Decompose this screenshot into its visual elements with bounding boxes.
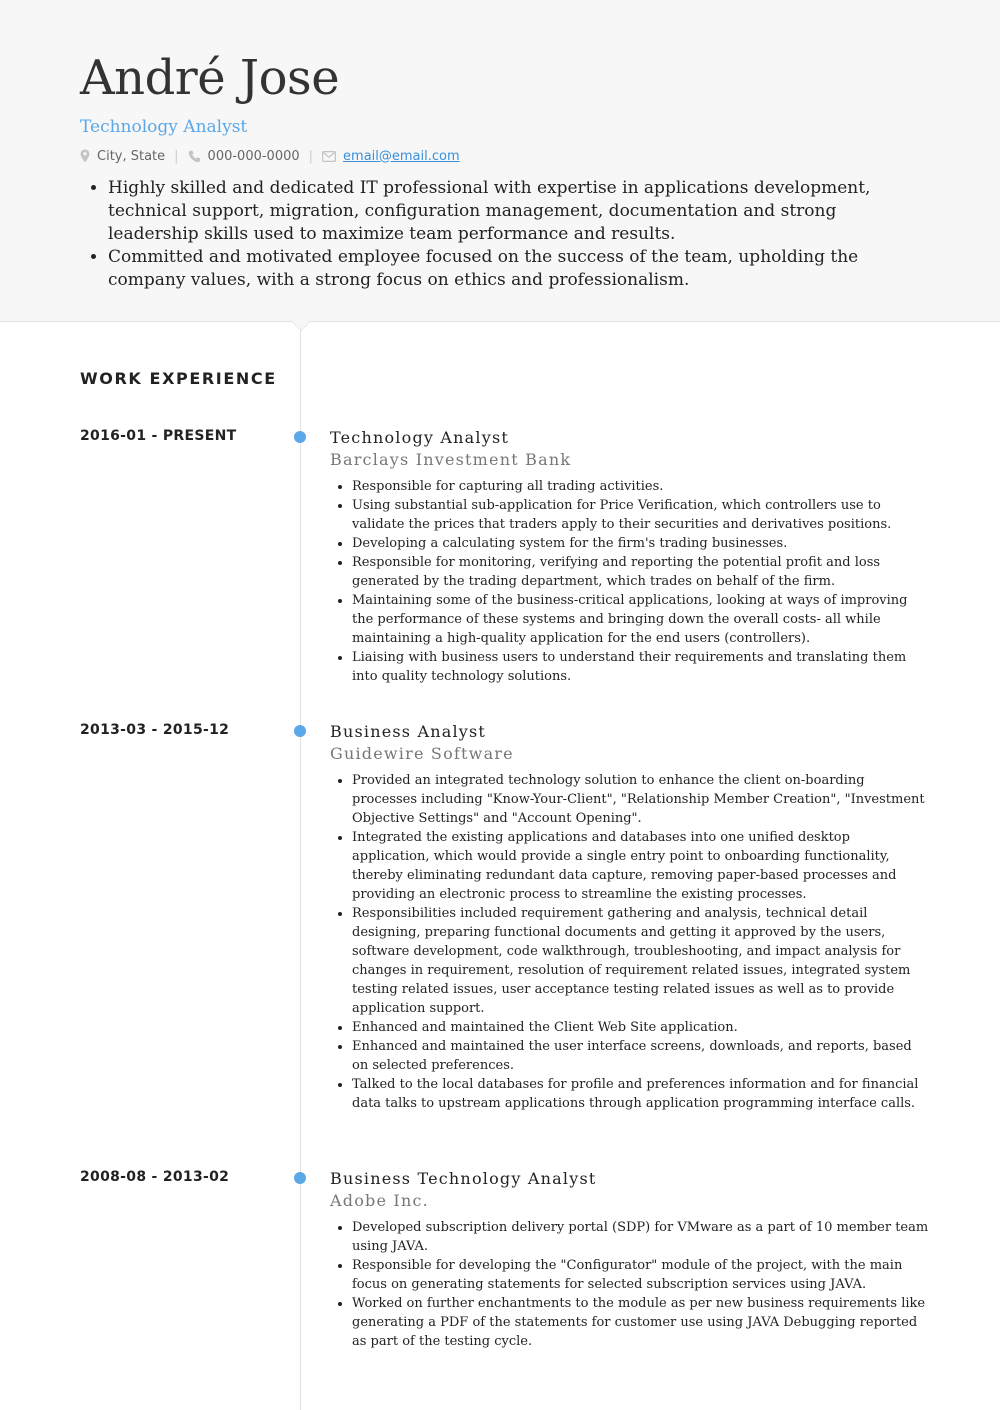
- job-company: Adobe Inc.: [330, 1191, 429, 1210]
- job-dates: 2013-03 - 2015-12: [80, 722, 230, 738]
- job-bullet-list: [330, 1218, 930, 1351]
- contact-separator: |: [174, 148, 179, 164]
- job-bullet: • Using substantial sub-application for Price Verification, which controllers use to validate the prices that traders apply to their securities and derivatives positions.: [352, 496, 930, 534]
- job-title: Technology Analyst: [330, 428, 510, 447]
- header-notch: [292, 321, 310, 330]
- resume-header: [0, 0, 1000, 322]
- contact-phone: 000-000-0000: [207, 148, 300, 164]
- job-bullet: • Enhanced and maintained the Client Web Site application.: [352, 1018, 930, 1037]
- job-bullet: • Integrated the existing applications and databases into one unified desktop application, which would provide a single entry point to onboarding functionality, thereby eliminating redundant data capture, removing paper-based processes and providing an electronic process to streamline the existing processes.: [352, 828, 930, 904]
- job-bullet: • Developed subscription delivery portal (SDP) for VMware as a part of 10 member team using JAVA.: [352, 1218, 930, 1256]
- job-bullet: • Liaising with business users to understand their requirements and translating them into quality technology solutions.: [352, 648, 930, 686]
- job-company: Barclays Investment Bank: [330, 450, 572, 469]
- candidate-title: Technology Analyst: [80, 117, 248, 137]
- job-bullet: • Maintaining some of the business-critical applications, looking at ways of improving the performance of these systems and bringing down the overall costs- all while maintaining a high-quality application for the end users (controllers).: [352, 591, 930, 648]
- job-bullet: • Worked on further enchantments to the module as per new business requirements like generating a PDF of the statements for customer use using JAVA Debugging reported as part of the testing cycle.: [352, 1294, 930, 1351]
- job-bullet: • Responsible for developing the "Configurator" module of the project, with the main focus on generating statements for selected subscription services using JAVA.: [352, 1256, 930, 1294]
- timeline-dot: [294, 725, 306, 737]
- contact-separator: |: [308, 148, 314, 164]
- timeline-dot: [294, 431, 306, 443]
- job-entry: [330, 427, 930, 686]
- timeline-line: [300, 330, 301, 1410]
- contact-row: [80, 146, 460, 166]
- job-bullet: • Responsibilities included requirement gathering and analysis, technical detail designing, preparing functional documents and getting it approved by the users, software development, code walkthrough, troubleshooting, and impact analysis for changes in requirement, resolution of requirement related issues, integrated system testing related issues, user acceptance testing related issues as well as to provide application support.: [352, 904, 930, 1018]
- job-bullet: • Responsible for capturing all trading activities.: [352, 477, 930, 496]
- job-dates: 2008-08 - 2013-02: [80, 1169, 230, 1185]
- timeline-dot: [294, 1172, 306, 1184]
- job-dates: 2016-01 - PRESENT: [80, 428, 237, 444]
- job-company: Guidewire Software: [330, 744, 514, 763]
- contact-location: City, State: [97, 148, 166, 164]
- job-bullet-list: [330, 771, 930, 1113]
- job-bullet: • Enhanced and maintained the user interface screens, downloads, and reports, based on selected preferences.: [352, 1037, 930, 1075]
- job-title: Business Analyst: [330, 722, 487, 741]
- phone-icon: [188, 150, 201, 163]
- candidate-name: André Jose: [80, 50, 340, 106]
- summary-list: [80, 177, 930, 292]
- contact-email-link[interactable]: email@email.com: [343, 148, 460, 164]
- job-entry: [330, 721, 930, 1113]
- work-experience-heading: WORK EXPERIENCE: [80, 369, 277, 388]
- job-bullet: • Talked to the local databases for profile and preferences information and for financial data talks to upstream applications through application programming interface calls.: [352, 1075, 930, 1113]
- map-pin-icon: [80, 149, 90, 163]
- job-bullet-list: [330, 477, 930, 686]
- job-bullet: • Responsible for monitoring, verifying and reporting the potential profit and loss generated by the trading department, which trades on behalf of the firm.: [352, 553, 930, 591]
- job-entry: [330, 1168, 930, 1351]
- job-bullet: • Developing a calculating system for the firm's trading businesses.: [352, 534, 930, 553]
- job-bullet: • Provided an integrated technology solution to enhance the client on-boarding processes including "Know-Your-Client", "Relationship Member Creation", "Investment Objective Settings" and "Account Opening".: [352, 771, 930, 828]
- envelope-icon: [322, 151, 336, 162]
- job-title: Business Technology Analyst: [330, 1169, 597, 1188]
- summary-item: • Committed and motivated employee focused on the success of the team, upholding the company values, with a strong focus on ethics and professionalism.: [108, 246, 930, 292]
- summary-item: • Highly skilled and dedicated IT professional with expertise in applications development, technical support, migration, configuration management, documentation and strong leadership skills used to maximize team performance and results.: [108, 177, 930, 246]
